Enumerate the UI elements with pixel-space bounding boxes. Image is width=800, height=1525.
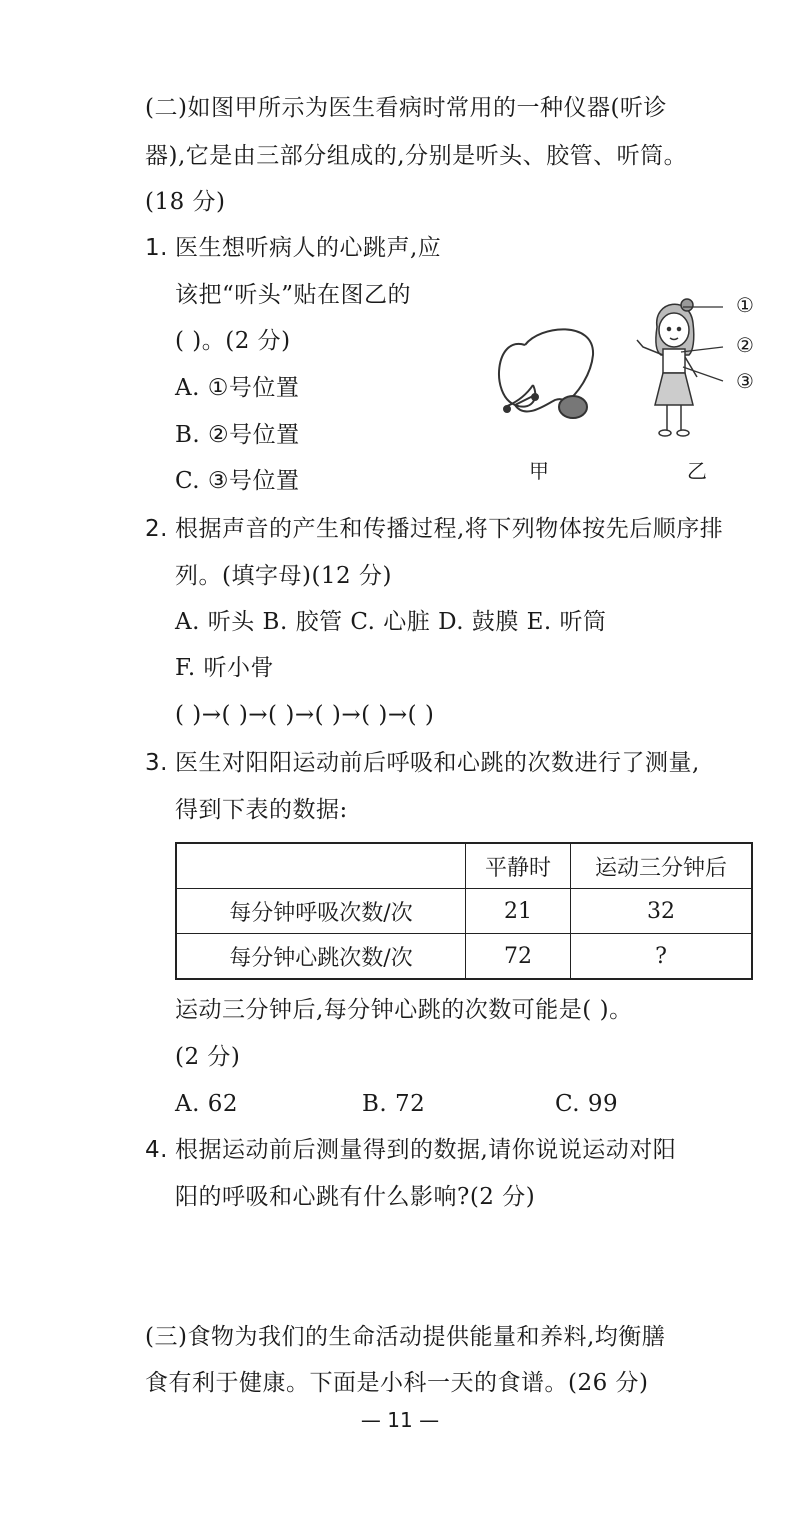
section2-intro-line3: (18 分) bbox=[145, 189, 226, 215]
marker-3: ③ bbox=[736, 369, 754, 393]
q4-number: 4. bbox=[145, 1137, 168, 1163]
q1-line2: 该把“听头”贴在图乙的 bbox=[175, 282, 412, 308]
table-header-cell: 平静时 bbox=[466, 843, 571, 889]
label-jia: 甲 bbox=[529, 459, 549, 483]
table-cell: ? bbox=[571, 934, 753, 980]
q2-options-line2: F. 听小骨 bbox=[175, 655, 274, 681]
q1-option-b: B. ②号位置 bbox=[175, 422, 300, 448]
q1-option-c: C. ③号位置 bbox=[175, 468, 300, 494]
table-cell: 每分钟心跳次数/次 bbox=[176, 934, 466, 980]
q3-number: 3. bbox=[145, 750, 168, 776]
table-header-cell: 运动三分钟后 bbox=[571, 843, 753, 889]
q1-line3: ( )。(2 分) bbox=[175, 328, 291, 354]
q3-option-b: B. 72 bbox=[362, 1091, 426, 1117]
section3-line2: 食有利于健康。下面是小科一天的食谱。(26 分) bbox=[145, 1370, 649, 1396]
section3-line1: (三)食物为我们的生命活动提供能量和养料,均衡膳 bbox=[145, 1324, 666, 1350]
table-cell: 每分钟呼吸次数/次 bbox=[176, 889, 466, 934]
q3-option-c: C. 99 bbox=[555, 1091, 619, 1117]
table-cell: 72 bbox=[466, 934, 571, 980]
table-header-row bbox=[176, 843, 752, 889]
page-number: — 11 — bbox=[360, 1408, 440, 1432]
table-cell: 21 bbox=[466, 889, 571, 934]
q3-option-a: A. 62 bbox=[175, 1091, 238, 1117]
q3-after-line2: (2 分) bbox=[175, 1044, 241, 1070]
label-yi: 乙 bbox=[687, 459, 707, 483]
q1-number: 1. bbox=[145, 235, 168, 261]
table-cell: 32 bbox=[571, 889, 753, 934]
q4-line1: 根据运动前后测量得到的数据,请你说说运动对阳 bbox=[175, 1137, 677, 1163]
q2-line1: 根据声音的产生和传播过程,将下列物体按先后顺序排 bbox=[175, 516, 724, 542]
section2-intro-line2: 器),它是由三部分组成的,分别是听头、胶管、听筒。 bbox=[145, 143, 688, 169]
q2-answer-blanks: ( )→( )→( )→( )→( )→( ) bbox=[175, 702, 435, 728]
q4-line2: 阳的呼吸和心跳有什么影响?(2 分) bbox=[175, 1184, 536, 1210]
q3-line2: 得到下表的数据: bbox=[175, 797, 348, 823]
q1-line1: 医生想听病人的心跳声,应 bbox=[175, 235, 442, 261]
marker-1: ① bbox=[736, 293, 754, 317]
q1-option-a: A. ①号位置 bbox=[175, 375, 300, 401]
marker-2: ② bbox=[736, 333, 754, 357]
q2-number: 2. bbox=[145, 516, 168, 542]
measurement-table bbox=[175, 842, 753, 980]
section2-intro-line1: (二)如图甲所示为医生看病时常用的一种仪器(听诊 bbox=[145, 95, 667, 121]
girl-icon bbox=[637, 299, 697, 436]
stethoscope-and-girl-figure bbox=[485, 285, 795, 485]
table-header-cell bbox=[176, 843, 466, 889]
table-row bbox=[176, 934, 752, 980]
q3-line1: 医生对阳阳运动前后呼吸和心跳的次数进行了测量, bbox=[175, 750, 700, 776]
stethoscope-icon bbox=[499, 329, 593, 418]
q2-line2: 列。(填字母)(12 分) bbox=[175, 563, 392, 589]
q3-after-line1: 运动三分钟后,每分钟心跳的次数可能是( )。 bbox=[175, 997, 633, 1023]
table-row bbox=[176, 889, 752, 934]
q2-options-line1: A. 听头 B. 胶管 C. 心脏 D. 鼓膜 E. 听筒 bbox=[175, 609, 607, 635]
